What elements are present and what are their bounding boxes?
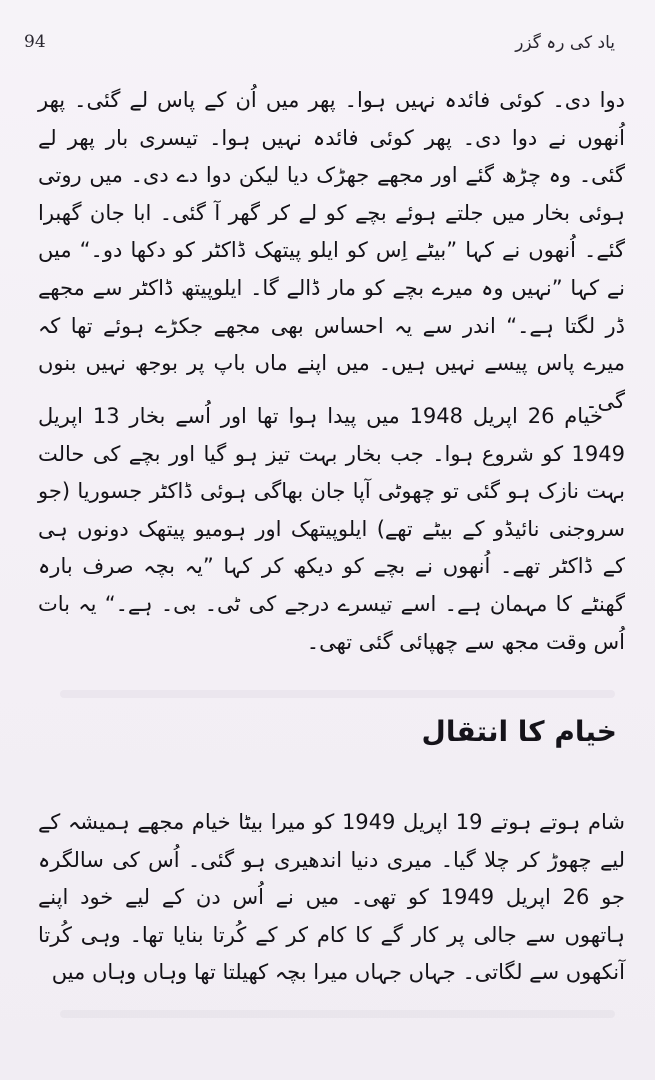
page-number: 94 (24, 32, 46, 52)
paragraph-text: شام ہوتے ہوتے 19 اپریل 1949 کو میرا بیٹا خیام مجھے ہمیشہ کے لیے چھوڑ کر چلا گیا۔ میری دنیا اندھیری ہو گئی۔ اُس کی سالگرہ جو 26 اپریل 1949 کو تھی۔ میں نے اُس دن کے لیے خود اپنے ہاتھوں سے جالی پر کار گے کا کام کر کے کُرتا بنایا تھا۔ وہی کُرتا آنکھوں سے لگاتی۔ جہاں جہاں میرا بچہ کھیلتا تھا وہاں وہاں میں (38, 810, 625, 985)
paragraph-1 (38, 82, 625, 420)
paragraph-3 (38, 804, 625, 992)
section-heading: خیام کا انتقال (421, 715, 617, 748)
paragraph-2 (38, 398, 625, 661)
paragraph-text: خیام 26 اپریل 1948 میں پیدا ہوا تھا اور اُسے بخار 13 اپریل 1949 کو شروع ہوا۔ جب بخار بہت تیز ہو گیا اور بچے کی حالت بہت نازک ہو گئی تو چھوٹی آپا جان بھاگی ہوئی ڈاکٹر جسوریا (جو سروجنی نائیڈو کے بیٹے تھے) ایلوپیتھک اور ہومیو پیتھک دونوں ہی کے ڈاکٹر تھے۔ اُنھوں نے بچے کو دیکھ کر کہا ”یہ بچہ صرف بارہ گھنٹے کا مہمان ہے۔ اسے تیسرے درجے کی ٹی۔ بی۔ ہے۔“ یہ بات اُس وقت مجھ سے چھپائی گئی تھی۔ (38, 404, 625, 654)
paragraph-text: دوا دی۔ کوئی فائدہ نہیں ہوا۔ پھر میں اُن کے پاس لے گئی۔ پھر اُنھوں نے دوا دی۔ پھر کوئی فائدہ نہیں ہوا۔ تیسری بار پھر لے گئی۔ وہ چڑھ گئے اور مجھے جھڑک دیا لیکن دوا دے دی۔ میں روتی ہوئی بخار میں جلتے ہوئے بچے کو لے کر گھر آ گئی۔ ابا جان گھبرا گئے۔ اُنھوں نے کہا ”بیٹے اِس کو ایلو پیتھک ڈاکٹر کو دکھا دو۔“ میں نے کہا ”نہیں وہ میرے بچے کو مار ڈالے گا۔ ایلوپیتھ ڈاکٹر سے مجھے ڈر لگتا ہے۔“ اندر سے یہ احساس بھی مجھے جکڑے ہوئے تھا کہ میرے پاس پیسے نہیں ہیں۔ میں اپنے ماں باپ پر بوجھ نہیں بنوں گی۔ (38, 88, 625, 413)
show-through-line (60, 690, 615, 698)
page-header (24, 22, 615, 62)
running-title: یاد کی رہ گزر (515, 32, 615, 53)
show-through-line (60, 1010, 615, 1018)
